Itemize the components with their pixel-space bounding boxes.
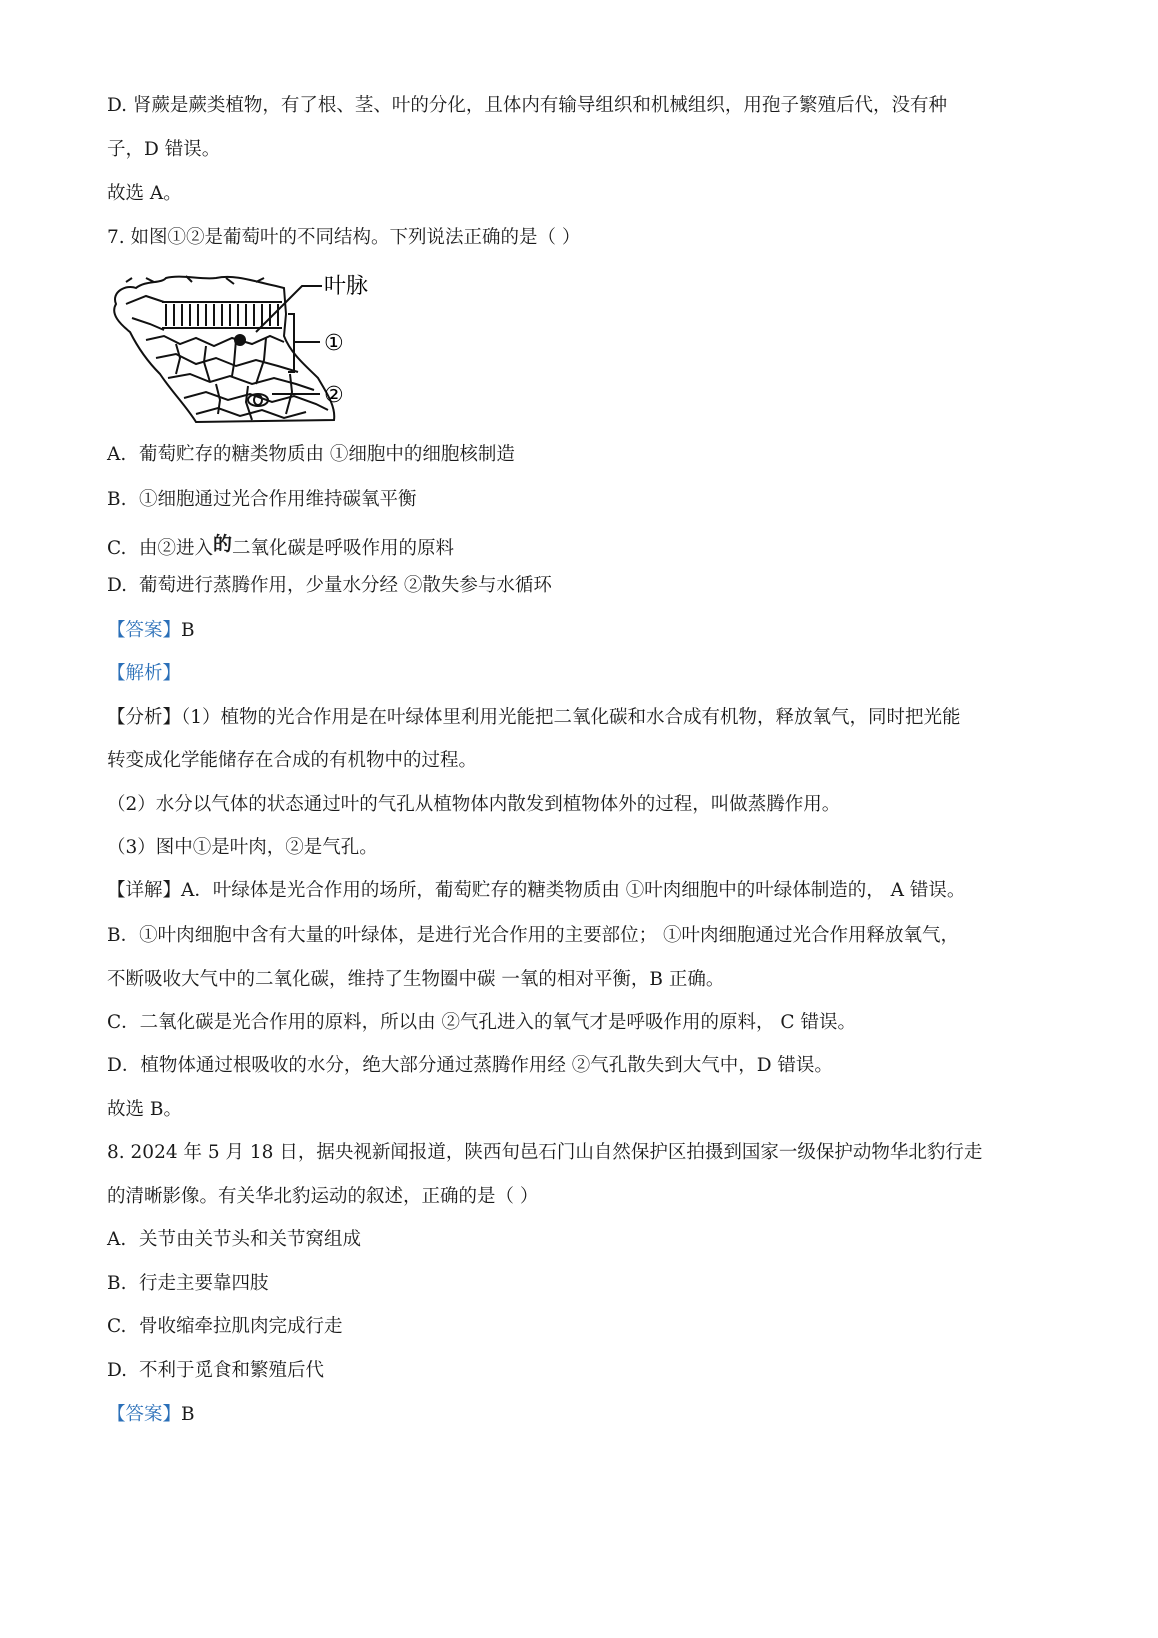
- text-line: 不断吸收大气中的二氧化碳，维持了生物圈中碳 一氧的相对平衡，B 正确。: [107, 969, 725, 990]
- text-line: （3）图中①是叶肉，②是气孔。: [107, 837, 378, 858]
- answer-tag: 【答案】: [107, 1404, 182, 1425]
- text-line: （2）水分以气体的状态通过叶的气孔从植物体内散发到植物体外的过程，叫做蒸腾作用。: [107, 794, 841, 815]
- question-8: 8. 2024 年 5 月 18 日，据央视新闻报道，陕西旬邑石门山自然保护区拍摄到国家一级保护动物华北豹行走: [107, 1142, 983, 1163]
- label-circle-1: ①: [324, 331, 344, 356]
- option-d: [107, 574, 552, 598]
- label-vein: 叶脉: [324, 274, 369, 299]
- option-letter: D.: [107, 1360, 128, 1381]
- text: A．叶绿体是光合作用的场所，葡萄贮存的糖类物质由 ①叶肉细胞中的叶绿体制造的， A 错误。: [181, 880, 966, 901]
- option-c: [107, 1315, 343, 1339]
- detail-tag: 【详解】: [107, 880, 182, 901]
- option-letter: D.: [107, 575, 128, 596]
- option-text: 骨收缩牵拉肌肉完成行走: [139, 1316, 343, 1337]
- analysis-heading: [107, 662, 181, 686]
- option-text: 二氧化碳是呼吸作用的原料: [232, 538, 455, 559]
- answer-7: [107, 619, 195, 643]
- option-text: 葡萄贮存的糖类物质由 ①细胞中的细胞核制造: [139, 444, 515, 465]
- answer-tag: 【答案】: [107, 620, 182, 641]
- text-line: 转变成化学能储存在合成的有机物中的过程。: [107, 750, 478, 771]
- question-7: 7. 如图①②是葡萄叶的不同结构。下列说法正确的是（ ）: [107, 227, 581, 248]
- text-line: 子，D 错误。: [107, 139, 221, 160]
- detail-line: [107, 879, 965, 903]
- option-text: ①细胞通过光合作用维持碳氧平衡: [139, 489, 417, 510]
- option-letter: A.: [107, 444, 127, 465]
- option-text: 由②进入: [139, 538, 214, 559]
- option-letter: C.: [107, 538, 127, 559]
- text-line: B．①叶肉细胞中含有大量的叶绿体，是进行光合作用的主要部位； ①叶肉细胞通过光合作用释放氧气，: [107, 925, 959, 946]
- option-text: 关节由关节头和关节窝组成: [139, 1229, 362, 1250]
- grape-leaf-diagram: [106, 274, 406, 424]
- option-b: [107, 1272, 269, 1296]
- option-c: [107, 533, 455, 561]
- option-text-bold: 的: [213, 533, 233, 555]
- option-letter: B.: [107, 1273, 127, 1294]
- fenxi-tag: 【分析】: [107, 707, 182, 728]
- analysis-line: [107, 706, 961, 730]
- option-a: [107, 1228, 361, 1252]
- analysis-tag: 【解析】: [107, 663, 182, 684]
- option-text: 行走主要靠四肢: [139, 1273, 269, 1294]
- text-line: 的清晰影像。有关华北豹运动的叙述，正确的是（ ）: [107, 1186, 539, 1207]
- answer-8: [107, 1403, 195, 1427]
- text-line: C．二氧化碳是光合作用的原料，所以由 ②气孔进入的氧气才是呼吸作用的原料， C 错误。: [107, 1012, 856, 1033]
- option-letter: B.: [107, 489, 127, 510]
- text-line: D. 肾蕨是蕨类植物，有了根、茎、叶的分化，且体内有输导组织和机械组织，用孢子繁殖后代，没有种: [107, 95, 947, 116]
- option-b: [107, 488, 417, 512]
- text-line: D．植物体通过根吸收的水分，绝大部分通过蒸腾作用经 ②气孔散失到大气中，D 错误。: [107, 1055, 833, 1076]
- label-circle-2: ②: [324, 383, 344, 408]
- text-line: 故选 A。: [107, 183, 182, 204]
- option-letter: C.: [107, 1316, 127, 1337]
- option-a: [107, 443, 515, 467]
- text-line: 故选 B。: [107, 1099, 182, 1120]
- option-text: 葡萄进行蒸腾作用，少量水分经 ②散失参与水循环: [139, 575, 552, 596]
- option-text: 不利于觅食和繁殖后代: [139, 1360, 325, 1381]
- option-d: [107, 1359, 324, 1383]
- option-letter: A.: [107, 1229, 127, 1250]
- text: （1）植物的光合作用是在叶绿体里利用光能把二氧化碳和水合成有机物，释放氧气，同时把光能: [181, 707, 961, 728]
- answer-value: B: [181, 620, 195, 641]
- answer-value: B: [181, 1404, 195, 1425]
